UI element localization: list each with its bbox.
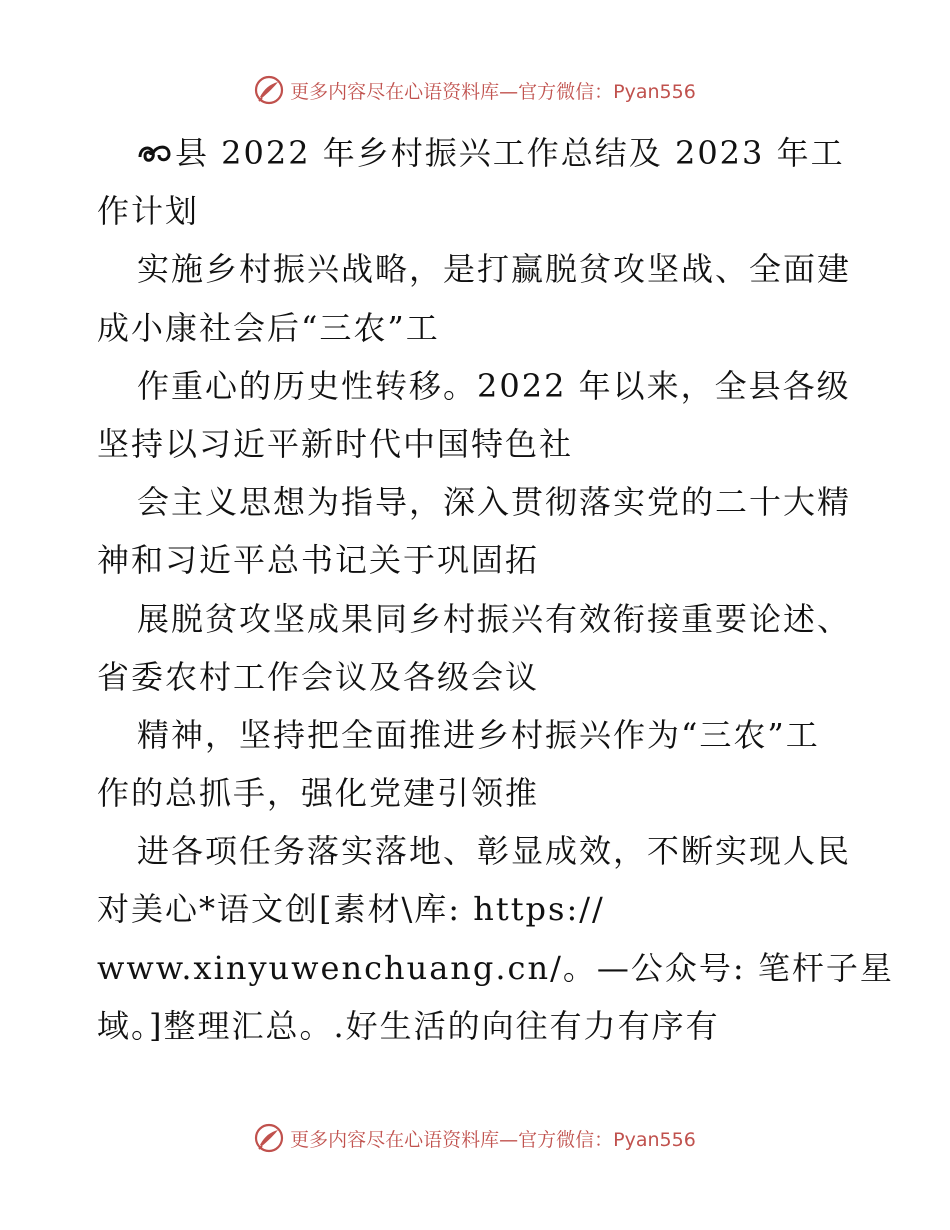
body-line: www.xinyuwenchuang.cn/。—公众号: 笔杆子星 bbox=[97, 948, 894, 987]
body-line: 域。]整理汇总。.好生活的向往有力有序有 bbox=[97, 1006, 720, 1045]
watermark-header bbox=[0, 70, 950, 110]
body-line: 对美心*语文创[素材\库: https:// bbox=[97, 890, 605, 929]
body-line: 省委农村工作会议及各级会议 bbox=[97, 657, 540, 696]
title-line-1 bbox=[97, 124, 877, 182]
pen-logo-icon bbox=[254, 1123, 284, 1153]
body-line: 展脱贫攻坚成果同乡村振兴有效衔接重要论述、 bbox=[137, 599, 852, 638]
body-line: 坚持以习近平新时代中国特色社 bbox=[97, 424, 574, 463]
body-line: 进各项任务落实落地、彰显成效，不断实现人民 bbox=[137, 832, 852, 871]
watermark-text: 更多内容尽在心语资料库—官方微信：Pyan556 bbox=[290, 1128, 696, 1151]
body-line: 会主义思想为指导，深入贯彻落实党的二十大精 bbox=[137, 483, 852, 522]
body-line: 成小康社会后“三农”工 bbox=[97, 308, 440, 347]
body-line: 神和习近平总书记关于巩固拓 bbox=[97, 541, 540, 580]
curl-ornament-icon bbox=[137, 137, 173, 169]
body-line: 作重心的历史性转移。2022 年以来，全县各级 bbox=[137, 366, 851, 405]
title-line-2: 作计划 bbox=[97, 192, 200, 231]
body-line: 精神，坚持把全面推进乡村振兴作为“三农”工 bbox=[137, 715, 820, 754]
body-line: 实施乡村振兴战略，是打赢脱贫攻坚战、全面建 bbox=[137, 250, 852, 289]
document-title: 县 2022 年乡村振兴工作总结及 2023 年工 bbox=[175, 134, 845, 172]
document-body bbox=[97, 124, 894, 1055]
watermark-footer bbox=[0, 1118, 950, 1158]
pen-logo-icon bbox=[254, 75, 284, 105]
watermark-text: 更多内容尽在心语资料库—官方微信：Pyan556 bbox=[290, 80, 696, 103]
body-line: 作的总抓手，强化党建引领推 bbox=[97, 774, 540, 813]
